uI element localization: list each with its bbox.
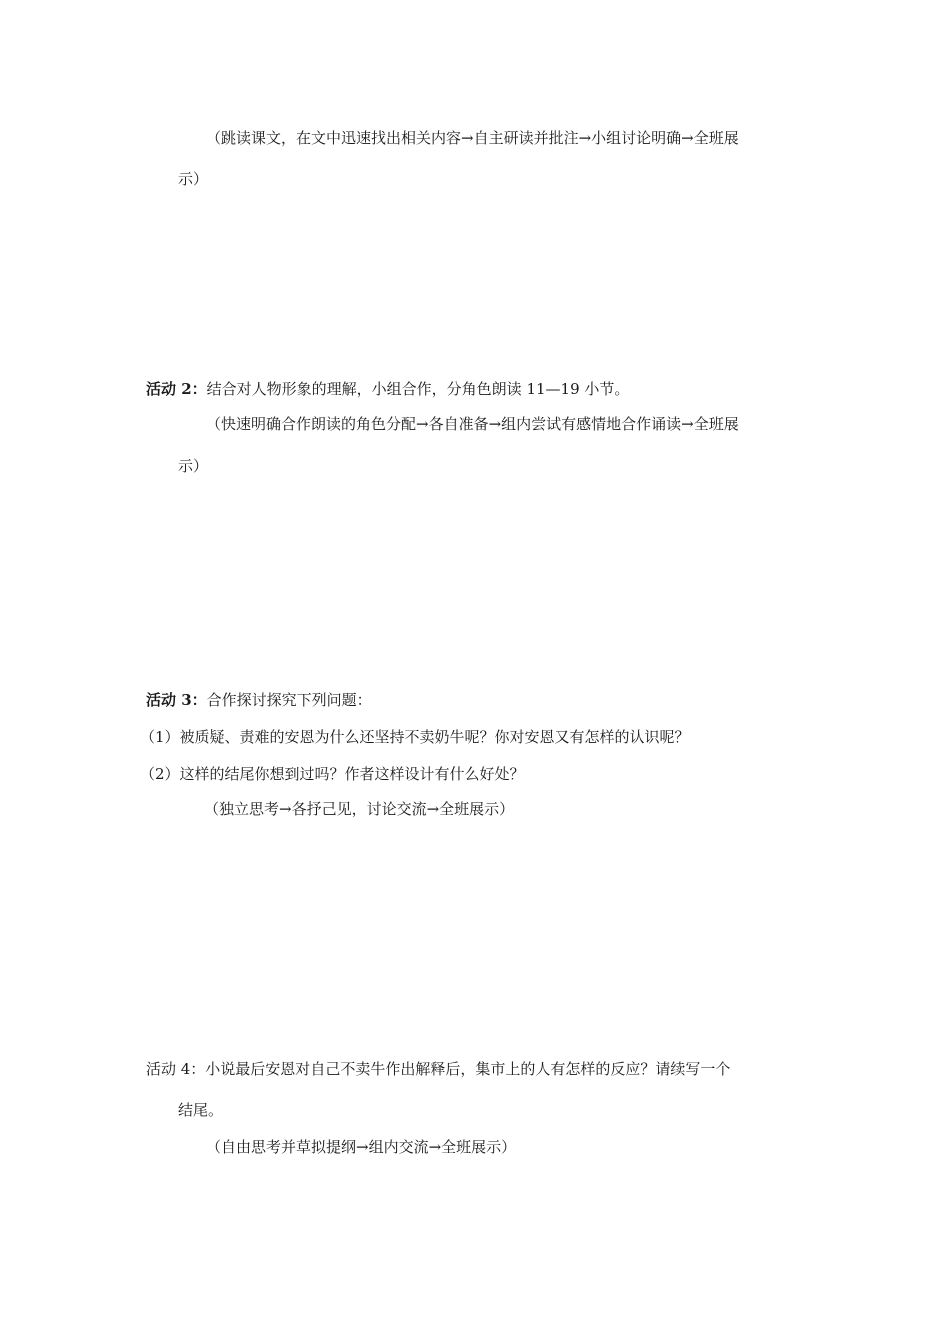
activity3-question1: （1）被质疑、责难的安恩为什么还坚持不卖奶牛呢？你对安恩又有怎样的认识呢？ <box>140 728 690 746</box>
activity4-line2: 结尾。 <box>178 1101 224 1119</box>
activity3-label: 活动 3： <box>146 691 207 709</box>
activity3-heading <box>146 690 372 710</box>
activity3-question2: （2）这样的结尾你想到过吗？作者这样设计有什么好处？ <box>140 765 525 783</box>
activity3-text: 合作探讨探究下列问题： <box>206 691 372 709</box>
activity1-process-line2: 示） <box>178 170 209 188</box>
activity2-process-line2: 示） <box>178 457 209 475</box>
activity2-text: 结合对人物形象的理解，小组合作，分角色朗读 11—19 小节。 <box>206 380 630 398</box>
activity4-line1: 活动 4：小说最后安恩对自己不卖牛作出解释后，集市上的人有怎样的反应？请续写一个 <box>146 1060 731 1078</box>
activity2-process-line1: （快速明确合作朗读的角色分配→各自准备→组内尝试有感情地合作诵读→全班展 <box>206 415 739 433</box>
activity3-process: （独立思考→各抒己见，讨论交流→全班展示） <box>204 800 515 818</box>
activity1-process-line1: （跳读课文，在文中迅速找出相关内容→自主研读并批注→小组讨论明确→全班展 <box>206 129 739 147</box>
activity2-label: 活动 2： <box>146 380 207 398</box>
activity2-heading <box>146 379 629 399</box>
activity4-process: （自由思考并草拟提纲→组内交流→全班展示） <box>206 1138 517 1156</box>
